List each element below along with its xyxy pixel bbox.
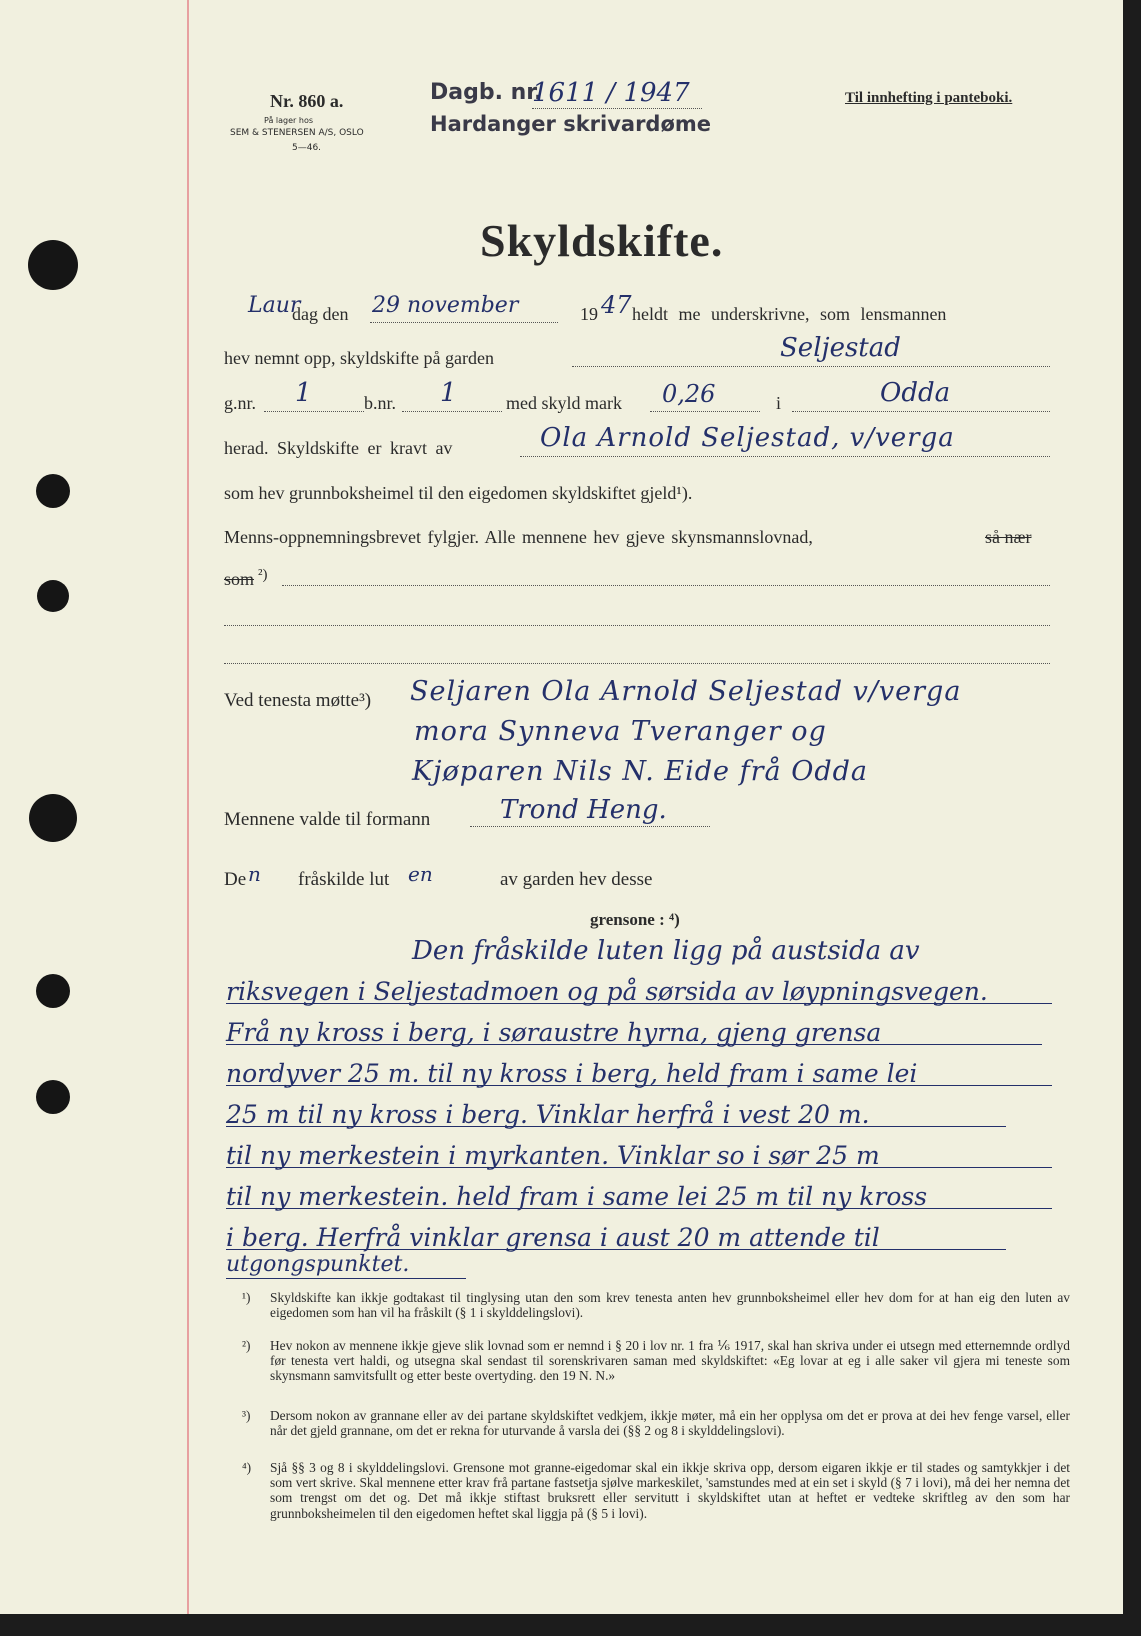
- boundary-line-1-hw: Den fråskilde luten ligg på austsida av: [412, 936, 920, 966]
- text-herad: herad. Skyldskifte er kravt av: [224, 438, 453, 458]
- footnote-4: ⁴) Sjå §§ 3 og 8 i skylddelingslovi. Grensone mot granne-eigedomar skal ein ikkje skriva opp, dersom eigaren ikkje er til stades og samtykkjer i det som vert skrive. Skal mennene etter krav frå partane fastsetja sjølve markeskilet, 'samstundes med at ein set i skyld (§ 7 i lovi), må dei her nemna det som trengst om det og. Det må ikkje stiftast bruksrett eller servitutt i skyldskiftet utan at heftet er vedteke skriftleg av den som har grunnboksheimelen til den eigedomen heftet skal liggja på (§ 5 i lovi).: [242, 1460, 1070, 1521]
- footnote-1: ¹) Skyldskifte kan ikkje godtakast til tinglysing utan den som krev tenesta anten hev grunnboksheimel eller hev dom for at han eig den luten av eigedomen som han vil ha fråskilt (§ 1 i skylddelingslovi).: [242, 1290, 1070, 1321]
- page-title: Skyldskifte.: [480, 215, 724, 266]
- attendee-line-1-hw: Seljaren Ola Arnold Seljestad v/verga: [410, 676, 962, 707]
- punch-hole: [37, 580, 69, 612]
- printer-line-3: 5—46.: [292, 143, 322, 153]
- boundary-line-3-hw: Frå ny kross i berg, i søraustre hyrna, gjeng grensa: [226, 1018, 882, 1047]
- punch-hole: [36, 1080, 70, 1114]
- text-heldt: heldt me underskrivne, som lensmannen: [632, 304, 947, 324]
- journal-dotline: [532, 108, 702, 109]
- boundary-line-7-hw: til ny merkestein. held fram i same lei 25 m til ny kross: [226, 1182, 928, 1211]
- footnote-3: ³) Dersom nokon av grannane eller av dei partane skyldskiftet vedkjem, ikkje møter, må ein her opplysa om det er prova at dei hev fenge varsel, eller når det gjeld grannane, om det er rekna for uturvande å varsla dei (§§ 2 og 8 i skylddelingslovi).: [242, 1408, 1070, 1439]
- text-de: De: [224, 869, 247, 890]
- text-gnr: g.nr.: [224, 393, 257, 413]
- boundary-line-6-hw: til ny merkestein i myrkanten. Vinklar so i sør 25 m: [226, 1141, 880, 1170]
- text-som-sup: ²): [258, 567, 268, 583]
- date-hw: 29 november: [372, 293, 519, 318]
- bnr-hw: 1: [440, 378, 457, 408]
- year-hw: 47: [601, 291, 632, 319]
- text-formann: Mennene valde til formann: [224, 809, 431, 830]
- punch-hole: [36, 474, 70, 508]
- skyld-hw: 0,26: [662, 380, 716, 408]
- printer-line-2: SEM & STENERSEN A/S, OSLO: [230, 128, 364, 138]
- lut-hw: en: [408, 862, 433, 886]
- text-year-prefix: 19: [580, 304, 598, 324]
- text-ved-tenesta: Ved tenesta møtte³): [224, 690, 372, 711]
- text-dag-den: dag den: [292, 304, 349, 324]
- boundary-line-8-hw: i berg. Herfrå vinklar grensa i aust 20 m attende til: [226, 1223, 880, 1252]
- margin-line: [187, 0, 189, 1614]
- requester-hw: Ola Arnold Seljestad, v/verga: [540, 423, 955, 453]
- text-fraaskilde: fråskilde lut: [298, 869, 390, 890]
- text-hev-nemnt: hev nemnt opp, skyldskifte på garden: [224, 348, 494, 368]
- text-i: i: [776, 393, 782, 413]
- punch-hole: [28, 240, 78, 290]
- attendee-line-2-hw: mora Synneva Tveranger og: [414, 716, 827, 747]
- boundary-line-2-hw: riksvegen i Seljestadmoen og på sørsida av løypningsvegen.: [226, 977, 988, 1006]
- weekday-hw: Laur: [248, 293, 301, 318]
- text-saa-naer: så nær: [985, 527, 1032, 547]
- form-number: Nr. 860 a.: [270, 91, 344, 111]
- text-bnr: b.nr.: [364, 393, 397, 413]
- journal-stamp-prefix: Dagb. nr.: [430, 80, 543, 105]
- de-hw: n: [248, 862, 261, 886]
- court-stamp: Hardanger skrivardøme: [430, 112, 712, 136]
- boundary-line-9-hw: utgongspunktet.: [226, 1252, 410, 1277]
- gnr-hw: 1: [295, 378, 312, 408]
- chairman-hw: Trond Heng.: [500, 795, 667, 825]
- herad-hw: Odda: [880, 378, 951, 408]
- text-med-skyld: med skyld mark: [506, 393, 622, 413]
- text-grensone: grensone : ⁴): [590, 910, 680, 929]
- binding-note: Til innhefting i panteboki.: [845, 90, 1013, 106]
- text-menns: Menns-oppnemningsbrevet fylgjer. Alle mennene hev gjeve skynsmannslovnad,: [224, 527, 813, 547]
- farm-name-hw: Seljestad: [780, 333, 901, 363]
- footnote-2: ²) Hev nokon av mennene ikkje gjeve slik lovnad som er nemnd i § 20 i lov nr. 1 fra ⅙ 1917, skal han skriva under ei utsegn med etternemnde ordlyd før tenesta vert haldi, og utsegna skal sendast til sorenskrivaren saman med skyldskiftet: «Eg lovar at eg i alle saker vil gjera mi teneste som skynsmann samvitsfullt og etter beste overtyding. den 19 N. N.»: [242, 1338, 1070, 1384]
- printer-line-1: På lager hos: [264, 116, 313, 125]
- boundary-line-5-hw: 25 m til ny kross i berg. Vinklar herfrå i vest 20 m.: [226, 1100, 870, 1129]
- text-av-garden: av garden hev desse: [500, 869, 653, 890]
- boundary-line-4-hw: nordyver 25 m. til ny kross i berg, held fram i same lei: [226, 1059, 918, 1088]
- text-grunnboks: som hev grunnboksheimel til den eigedomen skyldskiftet gjeld¹).: [224, 483, 693, 503]
- punch-hole: [36, 974, 70, 1008]
- text-som: som: [224, 569, 255, 589]
- journal-number-hw: 1611 / 1947: [532, 78, 690, 108]
- punch-hole: [29, 794, 77, 842]
- attendee-line-3-hw: Kjøparen Nils N. Eide frå Odda: [412, 756, 869, 787]
